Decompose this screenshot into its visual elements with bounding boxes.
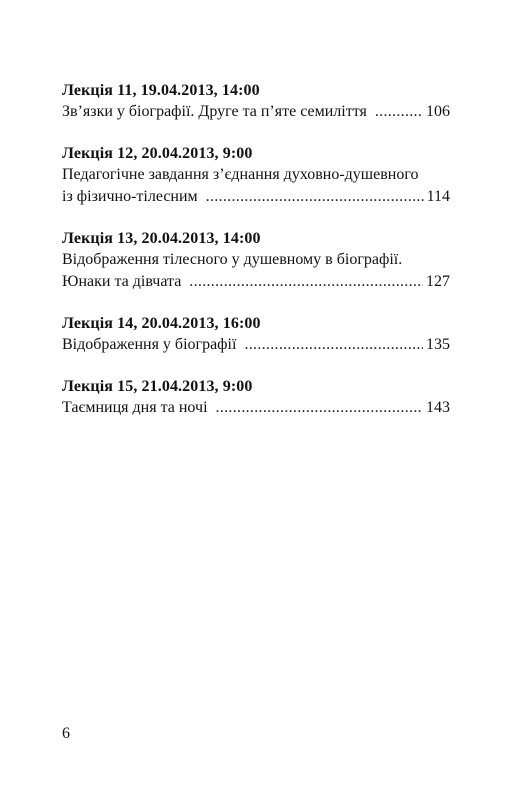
dot-leader [244,334,423,356]
lecture-title: Зв’язки у біографії. Друге та п’яте семиліття [62,103,367,120]
table-of-contents [62,80,450,439]
toc-row[interactable] [62,271,450,293]
toc-entry-lecture-11 [62,80,450,123]
lecture-heading: Лекція 15, 21.04.2013, 9:00 [62,378,253,395]
lecture-heading: Лекція 14, 20.04.2013, 16:00 [62,315,261,332]
toc-row[interactable] [62,101,450,123]
lecture-title-line: Педагогічне завдання з’єднання духовно-душевного [62,166,419,183]
page-number: 6 [62,725,70,742]
lecture-heading: Лекція 12, 20.04.2013, 9:00 [62,145,253,162]
toc-entry-lecture-12 [62,143,450,208]
toc-entry-lecture-13 [62,228,450,293]
toc-row[interactable] [62,334,450,356]
dot-leader [375,101,423,123]
dot-leader [189,271,423,293]
page-reference: 106 [426,103,450,120]
lecture-title: Відображення у біографії [62,336,237,353]
lecture-title-line: Відображення тілесного у душевному в біографії. [62,251,403,268]
page-reference: 127 [426,273,450,290]
dot-leader [206,186,424,208]
lecture-heading: Лекція 13, 20.04.2013, 14:00 [62,230,261,247]
lecture-heading: Лекція 11, 19.04.2013, 14:00 [62,82,260,99]
page-reference: 114 [426,188,450,205]
lecture-title: Таємниця дня та ночі [62,399,208,416]
page-reference: 143 [426,399,450,416]
toc-row[interactable] [62,186,450,208]
lecture-title: Юнаки та дівчата [62,273,182,290]
toc-entry-lecture-15 [62,376,450,419]
toc-row[interactable] [62,397,450,419]
page-reference: 135 [426,336,450,353]
toc-entry-lecture-14 [62,313,450,356]
lecture-title: із фізично-тілесним [62,188,198,205]
dot-leader [216,397,423,419]
